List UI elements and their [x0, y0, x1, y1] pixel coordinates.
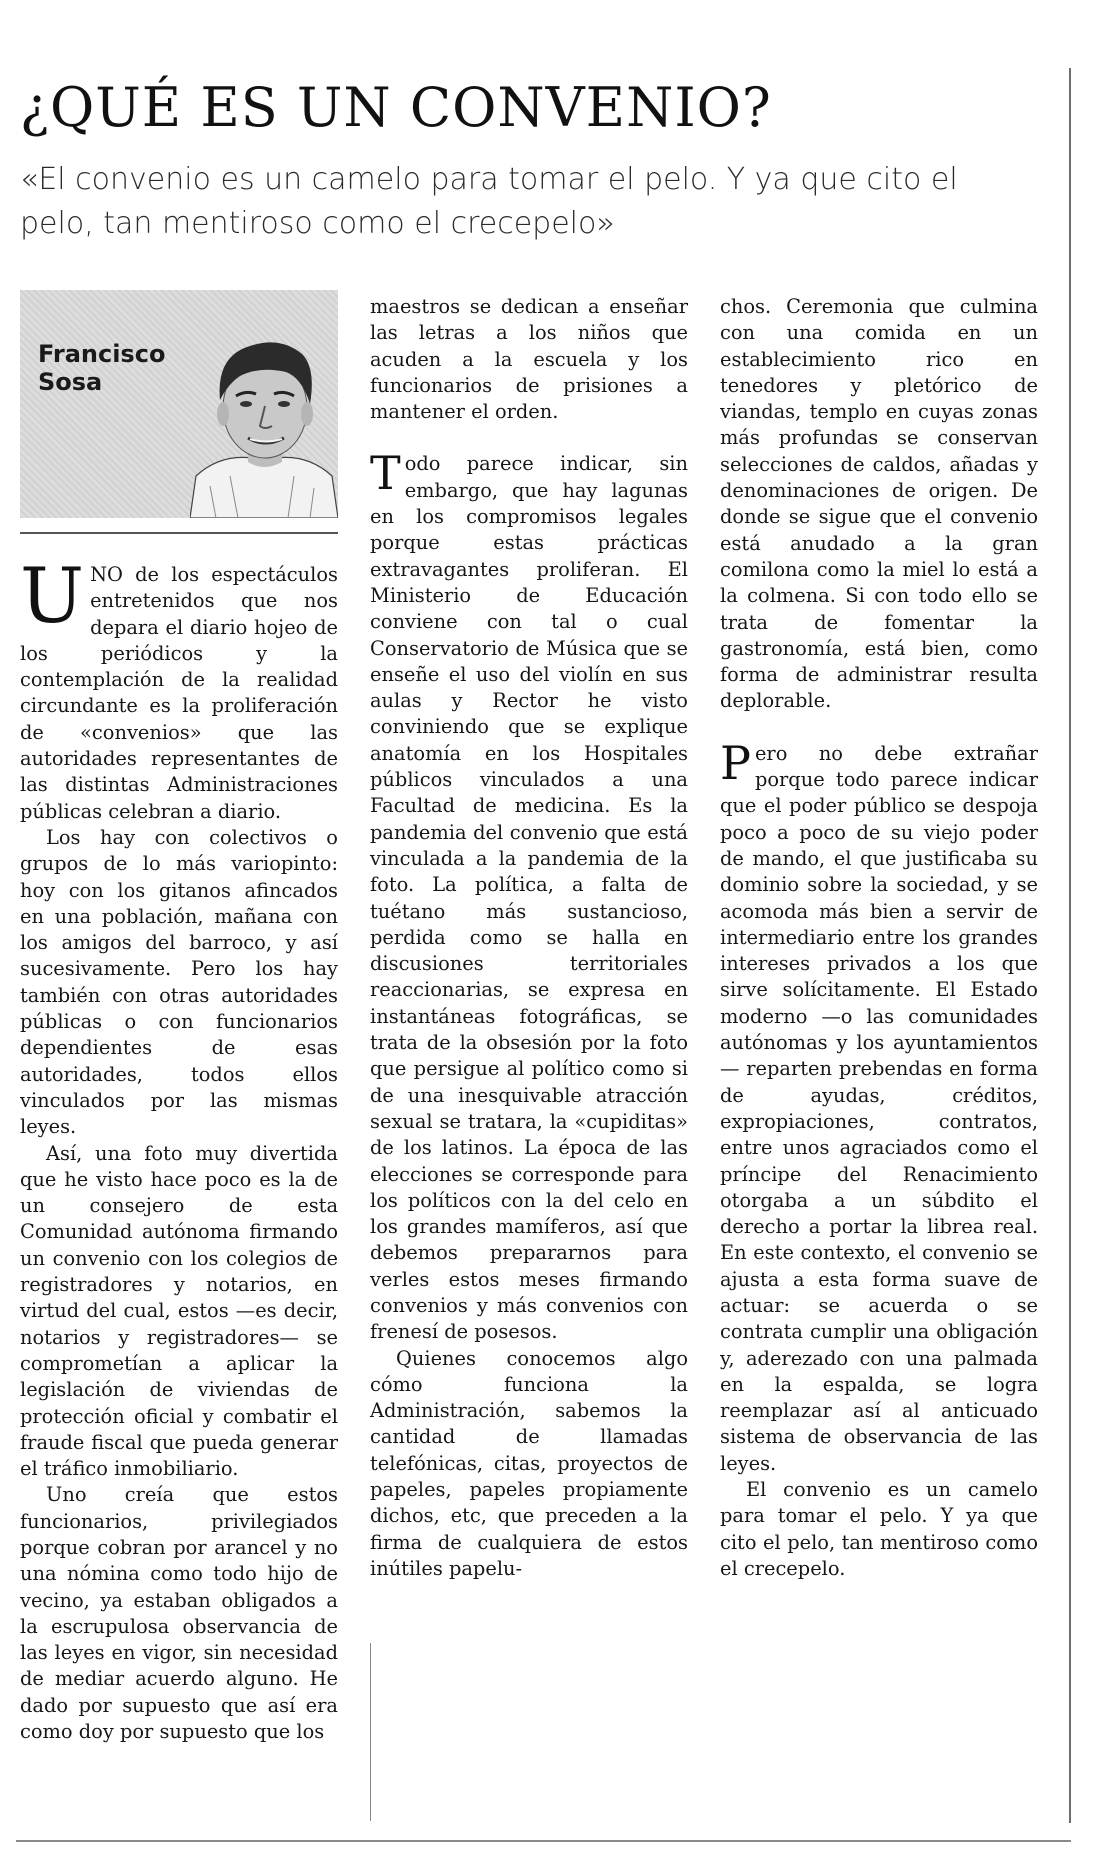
paragraph-7: [720, 735, 1038, 1477]
page-bottom-rule: [16, 1840, 1071, 1842]
paragraph-7-text: ero no debe extrañar porque todo parece indicar que el poder público se despoja poco a poco de su viejo poder de mando, el que justificaba su dominio sobre la sociedad, y se acomoda más bien a servir de intermediario entre los grandes intereses privados a los que sirve solícitamente. El Estado moderno —o las comunidades autónomas y los ayuntamientos— reparten prebendas en forma de ayudas, créditos, expropiaciones, contratos, entre unos agraciados como el príncipe del Renacimiento otorgaba a un súbdito el derecho a portar la librea real. En este contexto, el convenio se ajusta a esta forma suave de actuar: se acuerda o se contrata cumplir una obligación y, aderezado con una palmada en la espalda, se logra reemplazar así al anticuado sistema de observancia de las leyes.: [720, 741, 1038, 1475]
drop-cap-u: U: [20, 551, 85, 640]
author-box: [20, 290, 338, 518]
article-column-1: [20, 551, 338, 1745]
paragraph-3: Así, una foto muy divertida que he visto hace poco es la de un consejero de esta Comunidad autónoma firmando un convenio con los colegios de registradores y notarios, en virtud del cual, estos —es decir, notarios y registradores— se comprometían a aplicar la legislación de viviendas de protección oficial y combatir el fraude fiscal que pueda generar el tráfico inmobiliario.: [20, 1141, 338, 1481]
paragraph-5: [370, 446, 688, 1345]
page-right-rule: [1069, 68, 1071, 1823]
lead-in: NO: [90, 563, 123, 586]
dek-quote: «El convenio es un camelo para tomar el pelo. Y ya que cito el pelo, tan mentiroso como el crecepelo»: [20, 162, 958, 241]
paragraph-1-text: de los espectáculos entretenidos que nos depara el diario hojeo de los periódicos y la contemplación de la realidad circundante es la proliferación de «convenios» que las autoridades representantes de las distintas Administraciones públicas celebran a diario.: [20, 563, 338, 823]
author-divider: [20, 532, 338, 534]
drop-cap-p: P: [720, 735, 751, 790]
paragraph-4: Uno creía que estos funcionarios, privilegiados porque cobran por arancel y no una nómina como todo hijo de vecino, ya estaban obligados a la escrupulosa observancia de las leyes en vigor, sin necesidad de mediar acuerdo alguno. He dado por supuesto que así era como doy por supuesto que los: [20, 1483, 338, 1744]
author-portrait: [190, 326, 338, 518]
author-name: [38, 340, 178, 396]
article-column-3: [720, 294, 1038, 1582]
paragraph-5-text: odo parece indicar, sin embargo, que hay lagunas en los compromisos legales porque estas prácticas extravagantes proliferan. El Ministerio de Educación conviene con tal o cual Conservatorio de Música que se enseñe el uso del violín en sus aulas y Rector he visto conviniendo que se explique anatomía en los Hospitales públicos vinculados a una Facultad de medicina. Es la pandemia del convenio que está vinculada a la pandemia de la foto. La política, a falta de tuétano más sustancioso, perdida como se halla en discusiones territoriales reaccionarias, se expresa en instantáneas fotográficas, se trata de la obsesión por la foto que persigue al político como si de una inesquivable atracción sexual se tratara, la «cupiditas» de los latinos. La época de las elecciones se corresponde para los políticos con la del celo en los grandes mamíferos, así que debemos prepararnos para verles estos meses firmando convenios y más convenios con frenesí de posesos.: [370, 452, 688, 1344]
author-last-name: Sosa: [38, 368, 103, 396]
paragraph-6-continued: chos. Ceremonia que culmina con una comida en un establecimiento rico en tenedores y pletórico de viandas, templo en cuyas zonas más profundas se conservan selecciones de caldos, añadas y denominaciones de origen. De donde se sigue que el convenio está anudado a la gran comilona como la miel lo está a la colmena. Si con todo ello se trata de fomentar la gastronomía, está bien, como forma de administrar resulta deplorable.: [720, 295, 1038, 713]
article-column-2: [370, 294, 688, 1582]
paragraph-6: Quienes conocemos algo cómo funciona la Administración, sabemos la cantidad de llamadas telefónicas, citas, proyectos de papeles, papeles propiamente dichos, etc, que preceden a la firma de cualquiera de estos inútiles papelu-: [370, 1346, 688, 1580]
headline: ¿QUÉ ES UN CONVENIO?: [20, 76, 772, 139]
author-first-name: Francisco: [38, 340, 166, 368]
paragraph-8: El convenio es un camelo para tomar el pelo. Y ya que cito el pelo, tan mentiroso como el crecepelo.: [720, 1478, 1038, 1580]
paragraph-2: Los hay con colectivos o grupos de lo más variopinto: hoy con los gitanos afincados en una población, mañana con los amigos del barroco, y así sucesivamente. Pero los hay también con otras autoridades públicas o con funcionarios dependientes de esas autoridades, todos ellos vinculados por las mismas leyes.: [20, 825, 338, 1139]
paragraph-4-continued: maestros se dedican a enseñar las letras a los niños que acuden a la escuela y los funcionarios de prisiones a mantener el orden.: [370, 295, 688, 424]
drop-cap-t: T: [370, 446, 401, 501]
column-rule: [370, 1643, 371, 1821]
paragraph-1: [20, 551, 338, 825]
